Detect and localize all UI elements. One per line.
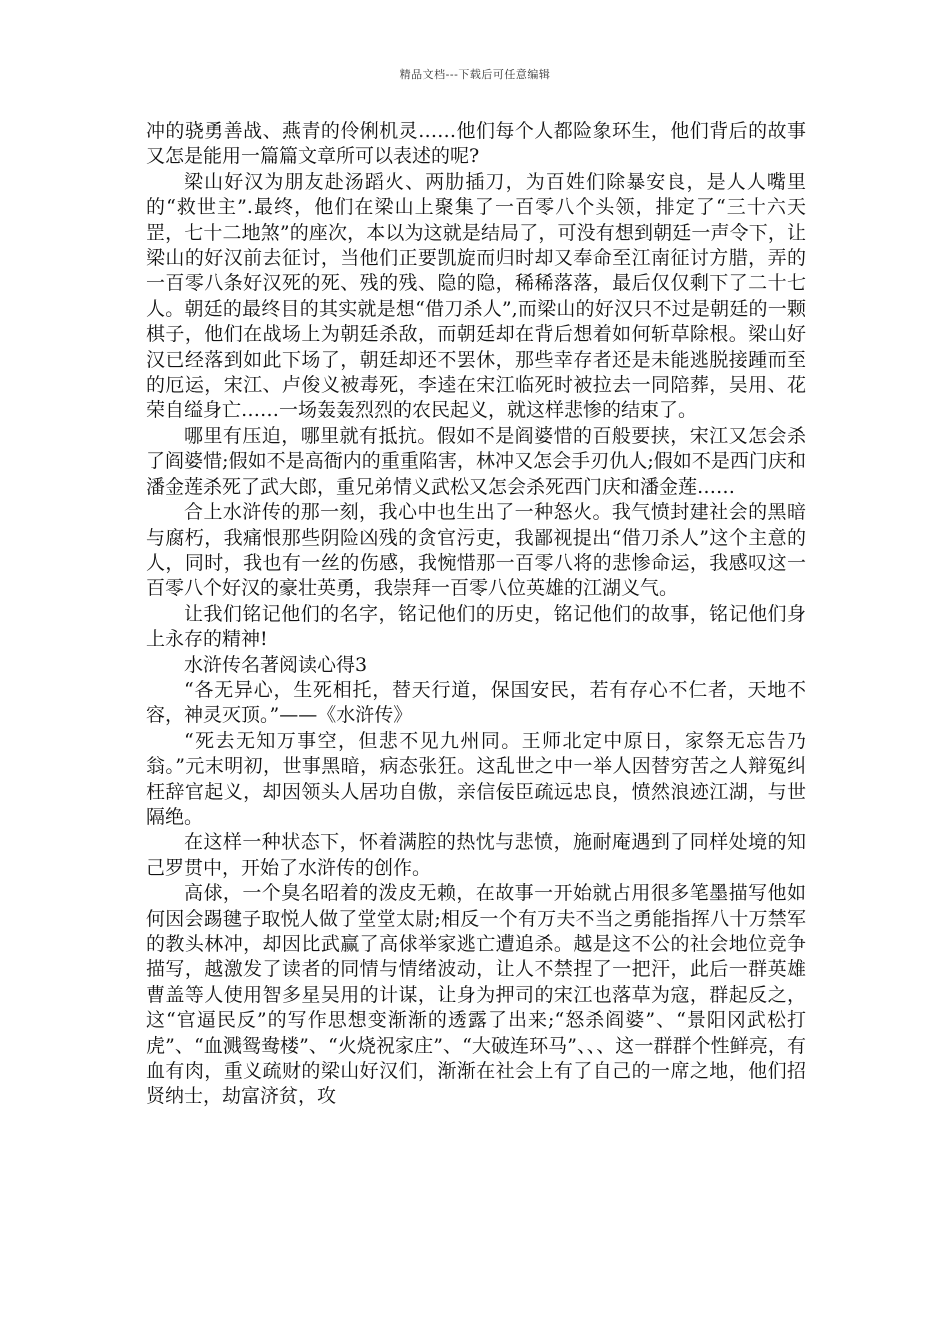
paragraph: 合上水浒传的那一刻，我心中也生出了一种怒火。我气愤封建社会的黑暗与腐朽，我痛恨那些阴险凶残的贪官污吏，我鄙视提出“借刀杀人”这个主意的人，同时，我也有一丝的伤感，我惋惜那一百零八将的悲惨命运，我感叹这一百零八个好汉的豪壮英勇，我崇拜一百零八位英雄的江湖义气。 [146,501,806,600]
paragraph: “各无异心，生死相托，替天行道，保国安民，若有存心不仁者，天地不容，神灵灭顶。”——《水浒传》 [146,678,806,727]
paragraph: 冲的骁勇善战、燕青的伶俐机灵……他们每个人都险象环生，他们背后的故事又怎是能用一篇篇文章所可以表述的呢? [146,120,806,168]
paragraph: “死去无知万事空，但悲不见九州同。王师北定中原日，家祭无忘告乃翁。”元末明初，世事黑暗，病态张狂。这乱世之中一举人因替穷苦之人辩冤纠枉辞官起义，却因领头人居功自傲，亲信佞臣疏远忠良，愤然浪迹江湖，与世隔绝。 [146,729,806,828]
paragraph: 哪里有压迫，哪里就有抵抗。假如不是阎婆惜的百般要挟，宋江又怎会杀了阎婆惜;假如不是高衙内的重重陷害，林冲又怎会手刃仇人;假如不是西门庆和潘金莲杀死了武大郎，重兄弟情义武松又怎会杀死西门庆和潘金莲…… [146,424,806,498]
document-body [146,119,806,1110]
paragraph: 梁山好汉为朋友赴汤蹈火、两肋插刀，为百姓们除暴安良，是人人嘴里的“救世主”.最终，他们在梁山上聚集了一百零八个头领，排定了“三十六天罡，七十二地煞”的座次，本以为这就是结局了，可没有想到朝廷一声令下，让梁山的好汉前去征讨，当他们正要凯旋而归时却又奉命至江南征讨方腊，弄的一百零八条好汉死的死、残的残、隐的隐，稀稀落落，最后仅仅剩下了二十七人。朝廷的最终目的其实就是想“借刀杀人”,而梁山的好汉只不过是朝廷的一颗棋子，他们在战场上为朝廷杀敌，而朝廷却在背后想着如何斩草除根。梁山好汉已经落到如此下场了，朝廷却还不罢休，那些幸存者还是未能逃脱接踵而至的厄运，宋江、卢俊义被毒死，李逵在宋江临死时被拉去一同陪葬，吴用、花荣自缢身亡……一场轰轰烈烈的农民起义，就这样悲惨的结束了。 [146,170,806,422]
paragraph: 在这样一种状态下，怀着满腔的热忱与悲愤，施耐庵遇到了同样处境的知己罗贯中，开始了水浒传的创作。 [146,831,806,879]
paragraph: 高俅，一个臭名昭着的泼皮无赖，在故事一开始就占用很多笔墨描写他如何因会踢毽子取悦人做了堂堂太尉;相反一个有万夫不当之勇能指挥八十万禁军的教头林冲，却因比武赢了高俅举家逃亡遭追杀。越是这不公的社会地位竞争描写，越激发了读者的同情与情绪波动，让人不禁捏了一把汗，此后一群英雄曹盖等人使用智多星吴用的计谋，让身为押司的宋江也落草为寇，群起反之，这“官逼民反”的写作思想变渐渐的透露了出来;“怒杀阎婆”、“景阳冈武松打虎”、“血溅鸳鸯楼”、“火烧祝家庄”、“大破连环马”、、、这一群群个性鲜亮，有血有肉，重义疏财的梁山好汉们，渐渐在社会上有了自己的一席之地，他们招贤纳士，劫富济贫，攻 [146,882,806,1108]
section-heading: 水浒传名著阅读心得3 [184,653,368,676]
page-header: 精品文档---下载后可任意编辑 [399,68,551,81]
paragraph: 让我们铭记他们的名字，铭记他们的历史，铭记他们的故事，铭记他们身上永存的精神! [146,602,806,651]
